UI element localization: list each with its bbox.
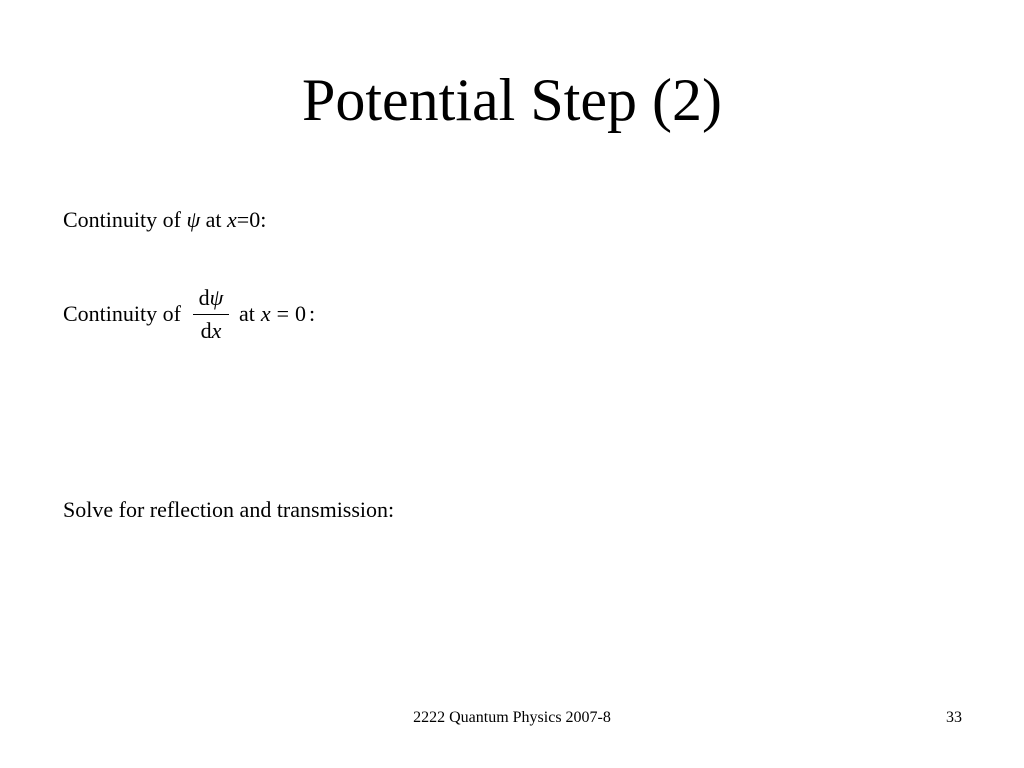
page-number: 33 — [946, 709, 962, 726]
continuity-psi-prefix: Continuity of — [63, 207, 187, 232]
denominator-d: d — [200, 317, 212, 343]
denominator-x: x — [211, 317, 222, 343]
fraction-denominator — [198, 315, 225, 344]
psi-symbol: ψ — [186, 207, 201, 232]
derivative-fraction — [193, 285, 229, 344]
solve-line: Solve for reflection and transmission: — [63, 497, 395, 522]
continuity-psi-line — [63, 207, 266, 233]
footer-course: 2222 Quantum Physics 2007-8 — [413, 709, 611, 726]
continuity-psi-suffix: =0: — [236, 207, 267, 232]
derivative-at: at — [238, 301, 255, 326]
derivative-zero: 0 — [295, 301, 307, 326]
derivative-x: x — [260, 301, 271, 326]
continuity-psi-at: at — [200, 207, 228, 232]
x-variable: x — [227, 207, 237, 232]
fraction-numerator — [196, 285, 227, 314]
derivative-equals: = — [276, 301, 290, 326]
numerator-d: d — [198, 284, 210, 310]
continuity-derivative-line — [63, 282, 315, 346]
continuity-derivative-prefix: Continuity of — [63, 301, 181, 326]
slide-title: Potential Step (2) — [302, 67, 722, 133]
numerator-psi: ψ — [209, 284, 224, 310]
derivative-colon: : — [309, 301, 316, 326]
